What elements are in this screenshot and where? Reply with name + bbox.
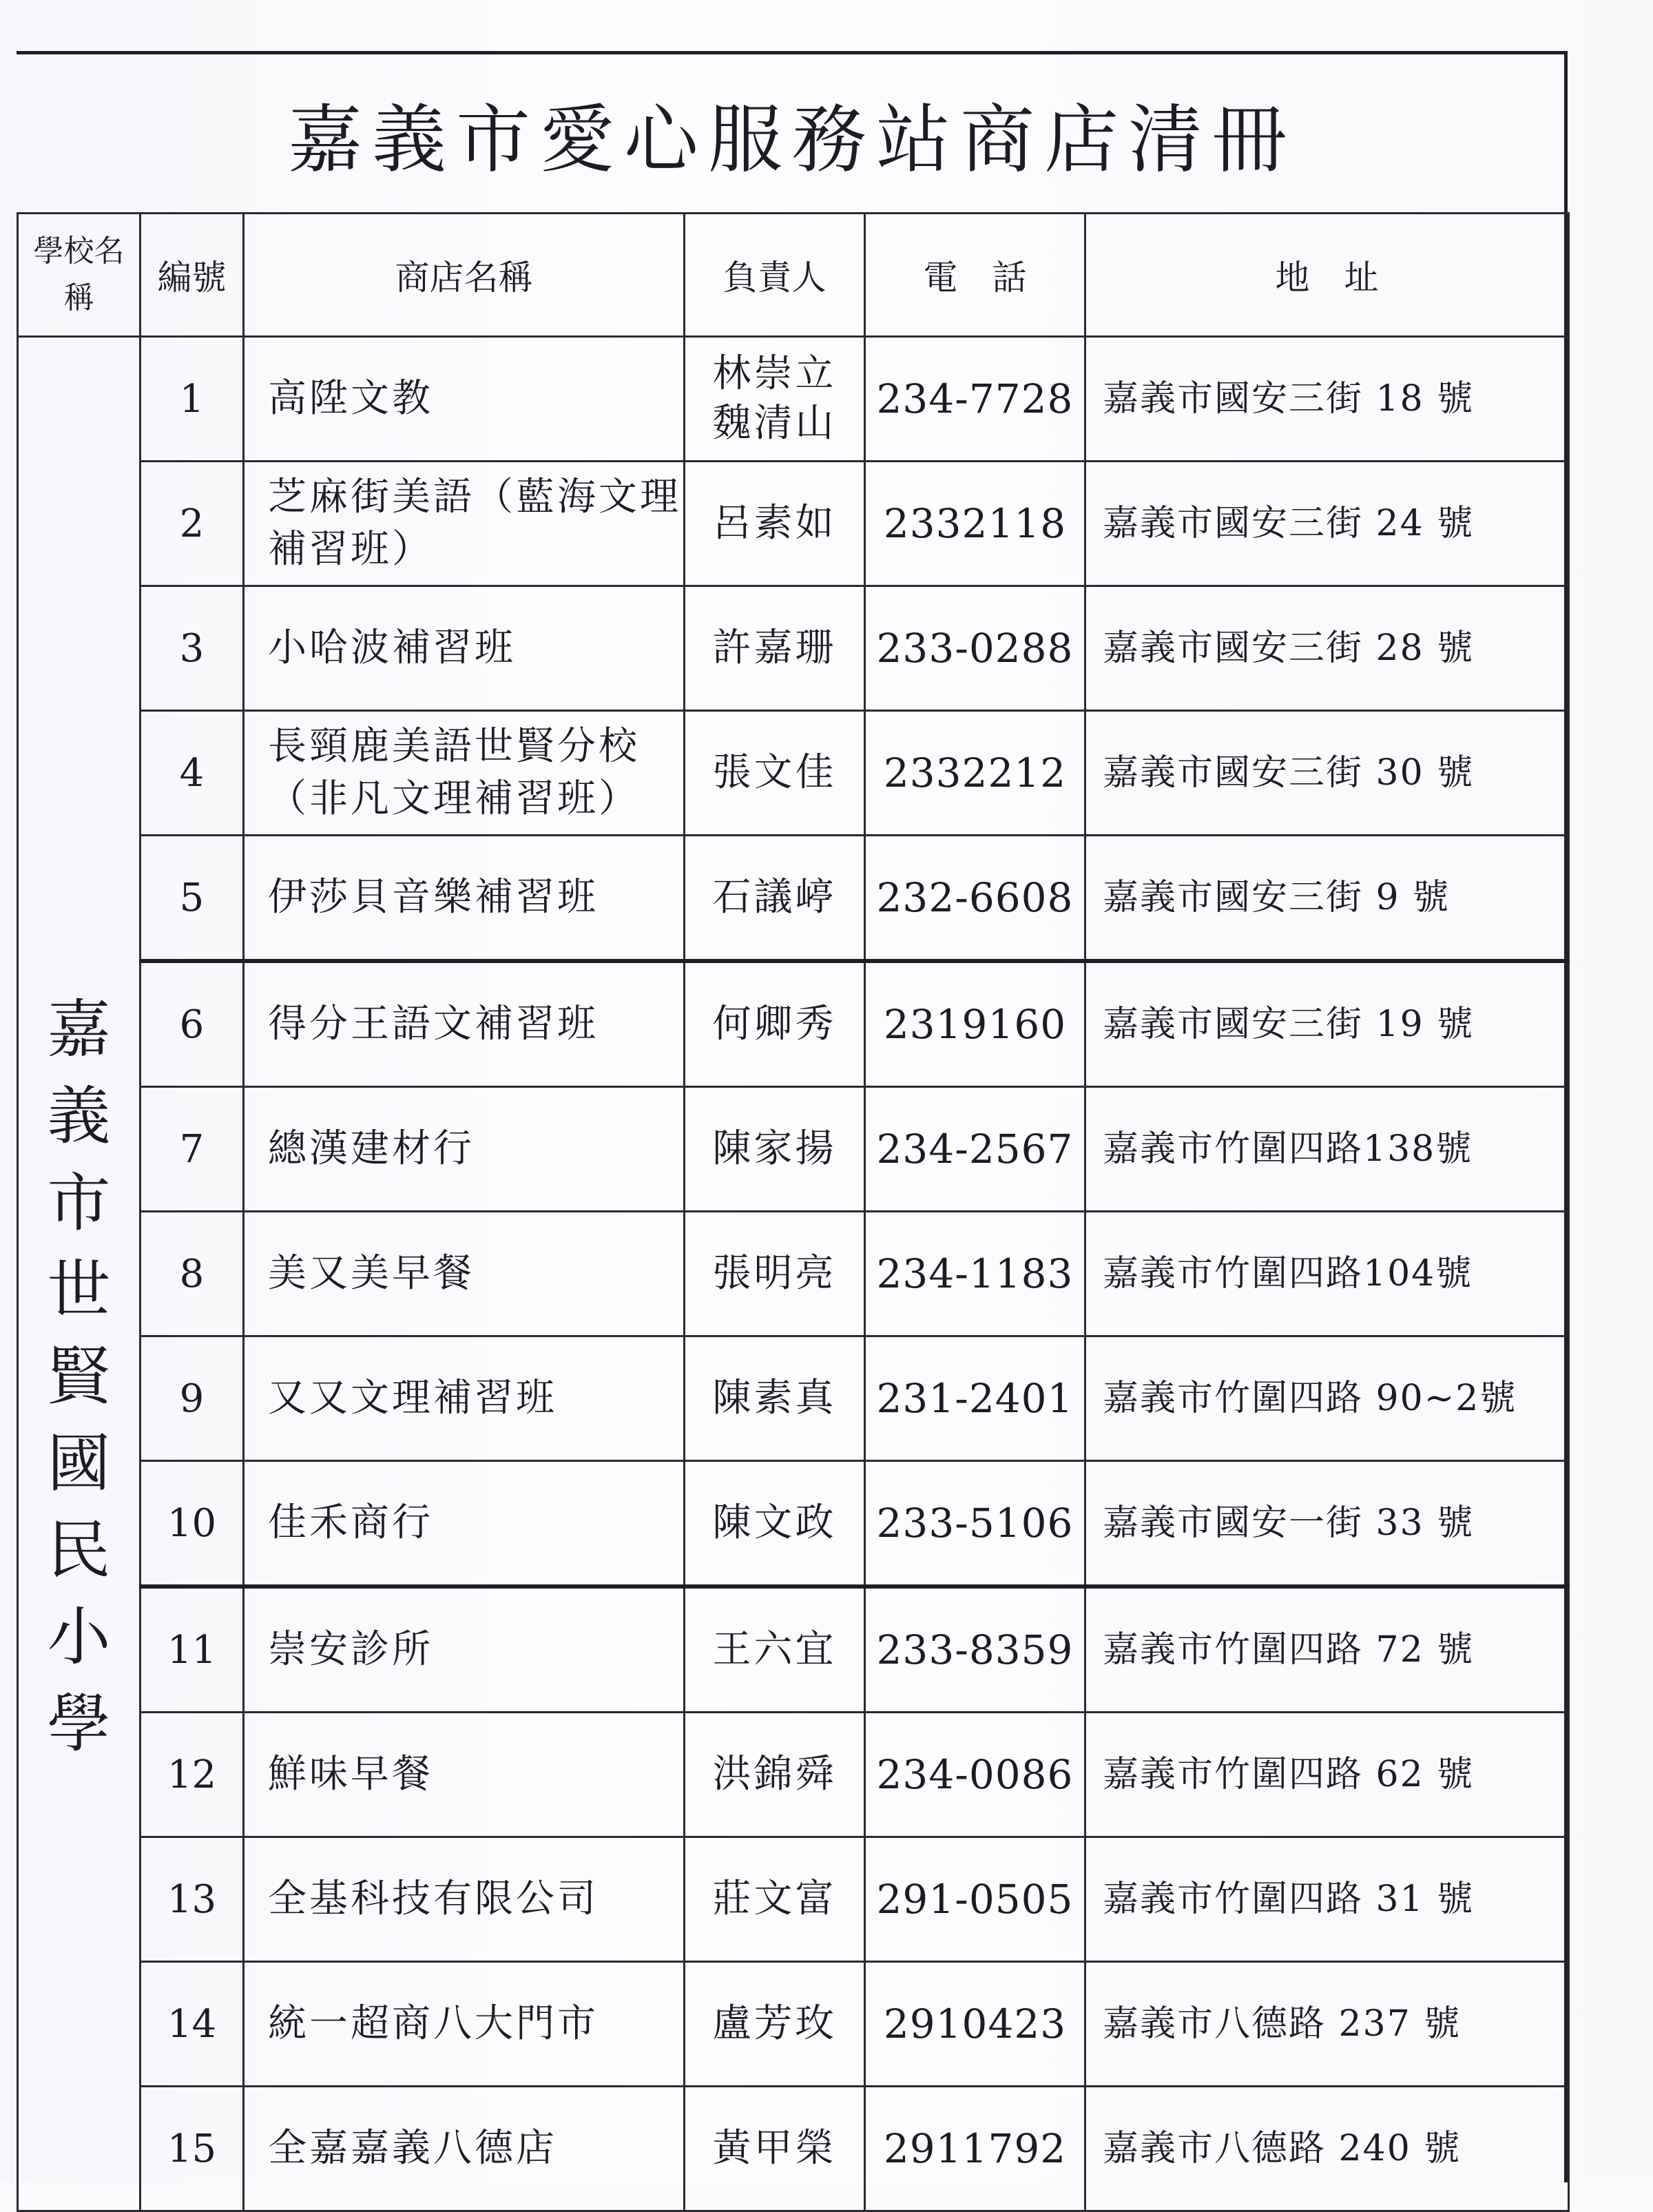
school-name-cell xyxy=(18,337,141,2211)
owner-name: 王六宜 xyxy=(685,1586,865,1713)
store-address: 嘉義市竹圍四路138號 xyxy=(1085,1087,1569,1212)
store-name: 得分王語文補習班 xyxy=(244,961,685,1087)
store-name: 佳禾商行 xyxy=(244,1461,685,1587)
header-phone: 電 話 xyxy=(865,214,1085,337)
document-title: 嘉義市愛心服務站商店清冊 xyxy=(287,96,1296,183)
owner-name: 何卿秀 xyxy=(685,961,865,1087)
table-row xyxy=(18,1837,1569,1962)
owner-name: 呂素如 xyxy=(685,462,865,586)
phone-number: 2332212 xyxy=(865,711,1085,836)
row-number: 13 xyxy=(141,1837,244,1962)
row-number: 2 xyxy=(141,462,244,586)
row-number: 7 xyxy=(141,1087,244,1212)
header-school: 學校名稱 xyxy=(18,214,141,337)
phone-number: 2319160 xyxy=(865,961,1085,1087)
store-name: 全嘉嘉義八德店 xyxy=(244,2087,685,2211)
row-number: 6 xyxy=(141,961,244,1087)
owner-name: 陳家揚 xyxy=(685,1087,865,1212)
phone-number: 231-2401 xyxy=(865,1336,1085,1461)
table-row xyxy=(18,1087,1569,1212)
store-register-table xyxy=(17,212,1570,2212)
store-address: 嘉義市竹圍四路 31 號 xyxy=(1085,1837,1569,1962)
table-row xyxy=(18,1336,1569,1461)
school-name: 嘉義市世賢國民小學 xyxy=(47,993,111,1761)
store-name: 統一超商八大門市 xyxy=(244,1962,685,2087)
header-address: 地 址 xyxy=(1085,214,1569,337)
phone-number: 2911792 xyxy=(865,2087,1085,2211)
store-name: 美又美早餐 xyxy=(244,1212,685,1336)
store-address: 嘉義市國安三街 28 號 xyxy=(1085,586,1569,711)
owner-name: 張明亮 xyxy=(685,1212,865,1336)
row-number: 5 xyxy=(141,836,244,962)
header-number: 編號 xyxy=(141,214,244,337)
store-name: 全基科技有限公司 xyxy=(244,1837,685,1962)
phone-number: 233-5106 xyxy=(865,1461,1085,1587)
store-address: 嘉義市竹圍四路 90~2號 xyxy=(1085,1336,1569,1461)
phone-number: 291-0505 xyxy=(865,1837,1085,1962)
store-address: 嘉義市國安三街 9 號 xyxy=(1085,836,1569,962)
owner-name: 盧芳玫 xyxy=(685,1962,865,2087)
store-name: 鮮味早餐 xyxy=(244,1713,685,1837)
owner-name: 石議嵉 xyxy=(685,836,865,962)
store-address: 嘉義市八德路 240 號 xyxy=(1085,2087,1569,2211)
owner-name: 張文佳 xyxy=(685,711,865,836)
row-number: 15 xyxy=(141,2087,244,2211)
store-address: 嘉義市國安三街 24 號 xyxy=(1085,462,1569,586)
store-name: 芝麻街美語（藍海文理補習班） xyxy=(244,462,685,586)
owner-name: 莊文富 xyxy=(685,1837,865,1962)
store-address: 嘉義市國安三街 19 號 xyxy=(1085,961,1569,1087)
table-row xyxy=(18,1586,1569,1713)
phone-number: 234-1183 xyxy=(865,1212,1085,1336)
store-address: 嘉義市國安三街 18 號 xyxy=(1085,337,1569,462)
store-address: 嘉義市國安一街 33 號 xyxy=(1085,1461,1569,1587)
table-row xyxy=(18,1212,1569,1336)
header-owner: 負責人 xyxy=(685,214,865,337)
store-name: 崇安診所 xyxy=(244,1586,685,1713)
store-address: 嘉義市八德路 237 號 xyxy=(1085,1962,1569,2087)
row-number: 3 xyxy=(141,586,244,711)
header-store-name: 商店名稱 xyxy=(244,214,685,337)
table-row xyxy=(18,961,1569,1087)
phone-number: 234-7728 xyxy=(865,337,1085,462)
phone-number: 234-2567 xyxy=(865,1087,1085,1212)
store-name: 高陞文教 xyxy=(244,337,685,462)
owner-name: 洪錦舜 xyxy=(685,1713,865,1837)
store-name: 總漢建材行 xyxy=(244,1087,685,1212)
table-row xyxy=(18,1962,1569,2087)
phone-number: 233-8359 xyxy=(865,1586,1085,1713)
store-address: 嘉義市國安三街 30 號 xyxy=(1085,711,1569,836)
row-number: 10 xyxy=(141,1461,244,1587)
table-row xyxy=(18,462,1569,586)
row-number: 14 xyxy=(141,1962,244,2087)
table-row xyxy=(18,1713,1569,1837)
table-row xyxy=(18,711,1569,836)
row-number: 12 xyxy=(141,1713,244,1837)
store-address: 嘉義市竹圍四路 72 號 xyxy=(1085,1586,1569,1713)
row-number: 8 xyxy=(141,1212,244,1336)
table-row xyxy=(18,337,1569,462)
row-number: 4 xyxy=(141,711,244,836)
owner-name: 陳文政 xyxy=(685,1461,865,1587)
owner-name: 林崇立 魏清山 xyxy=(685,337,865,462)
table-header-row xyxy=(18,214,1569,337)
table-row xyxy=(18,1461,1569,1587)
owner-name: 黃甲榮 xyxy=(685,2087,865,2211)
store-name: 小哈波補習班 xyxy=(244,586,685,711)
table-row xyxy=(18,586,1569,711)
row-number: 11 xyxy=(141,1586,244,1713)
phone-number: 234-0086 xyxy=(865,1713,1085,1837)
table-row xyxy=(18,836,1569,962)
owner-name: 許嘉珊 xyxy=(685,586,865,711)
store-name: 伊莎貝音樂補習班 xyxy=(244,836,685,962)
owner-name: 陳素真 xyxy=(685,1336,865,1461)
row-number: 1 xyxy=(141,337,244,462)
phone-number: 232-6608 xyxy=(865,836,1085,962)
store-address: 嘉義市竹圍四路 62 號 xyxy=(1085,1713,1569,1837)
store-name: 長頸鹿美語世賢分校（非凡文理補習班） xyxy=(244,711,685,836)
store-address: 嘉義市竹圍四路104號 xyxy=(1085,1212,1569,1336)
phone-number: 2910423 xyxy=(865,1962,1085,2087)
store-name: 又又文理補習班 xyxy=(244,1336,685,1461)
phone-number: 233-0288 xyxy=(865,586,1085,711)
phone-number: 2332118 xyxy=(865,462,1085,586)
row-number: 9 xyxy=(141,1336,244,1461)
table-row xyxy=(18,2087,1569,2211)
